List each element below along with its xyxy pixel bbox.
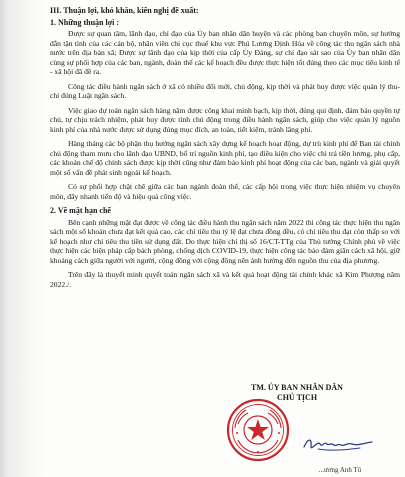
advantages-paragraph: Việc giao dự toán ngân sách hàng năm được công khai minh bạch, kịp thời, đúng qui định, đảm bảo quyền tự chủ, tự chịu trách nhiệm, phát huy được tính chủ động trong điều hành ngân sách, giúp cho việc quản lý nguồn kinh phí của nhà nước được sử dụng đúng mục đích, an toàn, tiết kiệm, tránh lãng phí. bbox=[50, 105, 400, 134]
signature-org-line: TM. ỦY BAN NHÂN DÂN bbox=[251, 383, 343, 392]
advantages-paragraph: Hàng tháng các bộ phận thụ hưởng ngân sách xây dựng kế hoạch hoạt động, dự trù kinh phí để Ban tài chính chủ động tham mưu cho lãnh đạo UBND, bố trí nguồn kinh phí, tạo điều kiện cho việc chi trả tiền lương, phụ cấp, các khoản chế độ chính sách được kịp thời cũng như đảm bảo kinh phí hoạt động của các ban, ngành và giải quyết một số vấn đề phát sinh ngoài kế hoạch. bbox=[50, 139, 400, 177]
advantages-heading: 1. Những thuận lợi : bbox=[50, 17, 120, 27]
document-body bbox=[50, 6, 400, 294]
signature-role-line: CHỦ TỊCH bbox=[276, 393, 318, 402]
closing-paragraph: Trên đây là thuyết minh quyết toán ngân sách xã và kết quả hoạt động tài chính khác xã Kim Phượng năm 2022./. bbox=[50, 270, 400, 289]
advantages-paragraph: Công tác điều hành ngân sách ở xã có nhiều đổi mới, chủ động, kịp thời và phát huy được việc quản lý thu- chi đúng Luật ngân sách. bbox=[50, 81, 400, 100]
official-seal-icon bbox=[226, 398, 290, 462]
limitations-heading: 2. Về mặt hạn chế bbox=[50, 206, 111, 215]
advantages-paragraph: Được sự quan tâm, lãnh đạo, chỉ đạo của Ủy ban nhân dân huyện và các phòng ban chuyên môn, sự hướng dẫn tận tình của các cán bộ, nhân viên chi cục thuế khu vực Phú Lương Định Hóa về công tác thu ngân sách nhà nước trên địa bàn xã; Được sự lãnh đạo của kịp thời của cấp Ủy Đảng, sự chỉ đạo sát sao của Ủy ban nhân dân cùng sự phối hợp của các ban, ngành, đoàn thể các kế hoạch đều được thực hiện tốt đúng theo các mục tiêu kinh tế - xã hội đã đề ra. bbox=[50, 29, 400, 76]
signer-name: ...ương Anh Tú bbox=[318, 466, 362, 474]
page-binding-shadow bbox=[0, 0, 46, 477]
advantages-paragraph: Có sự phối hợp chặt chẽ giữa các ban ngành đoàn thể, các cấp hội trong việc thực hiện nhiệm vụ chuyên môn, đẩy nhanh tiến độ và hiệu quả công việc. bbox=[50, 182, 400, 201]
section-heading: III. Thuận lợi, khó khăn, kiến nghị đề xuất: bbox=[50, 6, 199, 15]
handwritten-signature bbox=[300, 434, 380, 454]
limitations-paragraph: Bên cạnh những mặt đạt được về công tác điều hành thu ngân sách năm 2022 thì công tác thực hiện thu ngân sách một số khoản chưa đạt kết quả cao, các chỉ tiêu thu tỷ lệ đạt chưa đồng đều, có chỉ tiêu thu đạt còn thấp so với kế hoạch như chỉ tiêu thu tiền sử dụng đất. Do thực hiện chỉ thị số 16/CT-TTg của Thủ tướng Chính phủ về việc thực hiện các biện pháp cấp bách phòng, chống dịch COVID-19, thực hiện công tác bảo đảm giãn cách xã hội, giữ khoảng cách giữa người với người, cộng đồng với cộng đồng nên ảnh hưởng đến nguồn thu của địa phương. bbox=[50, 217, 400, 265]
